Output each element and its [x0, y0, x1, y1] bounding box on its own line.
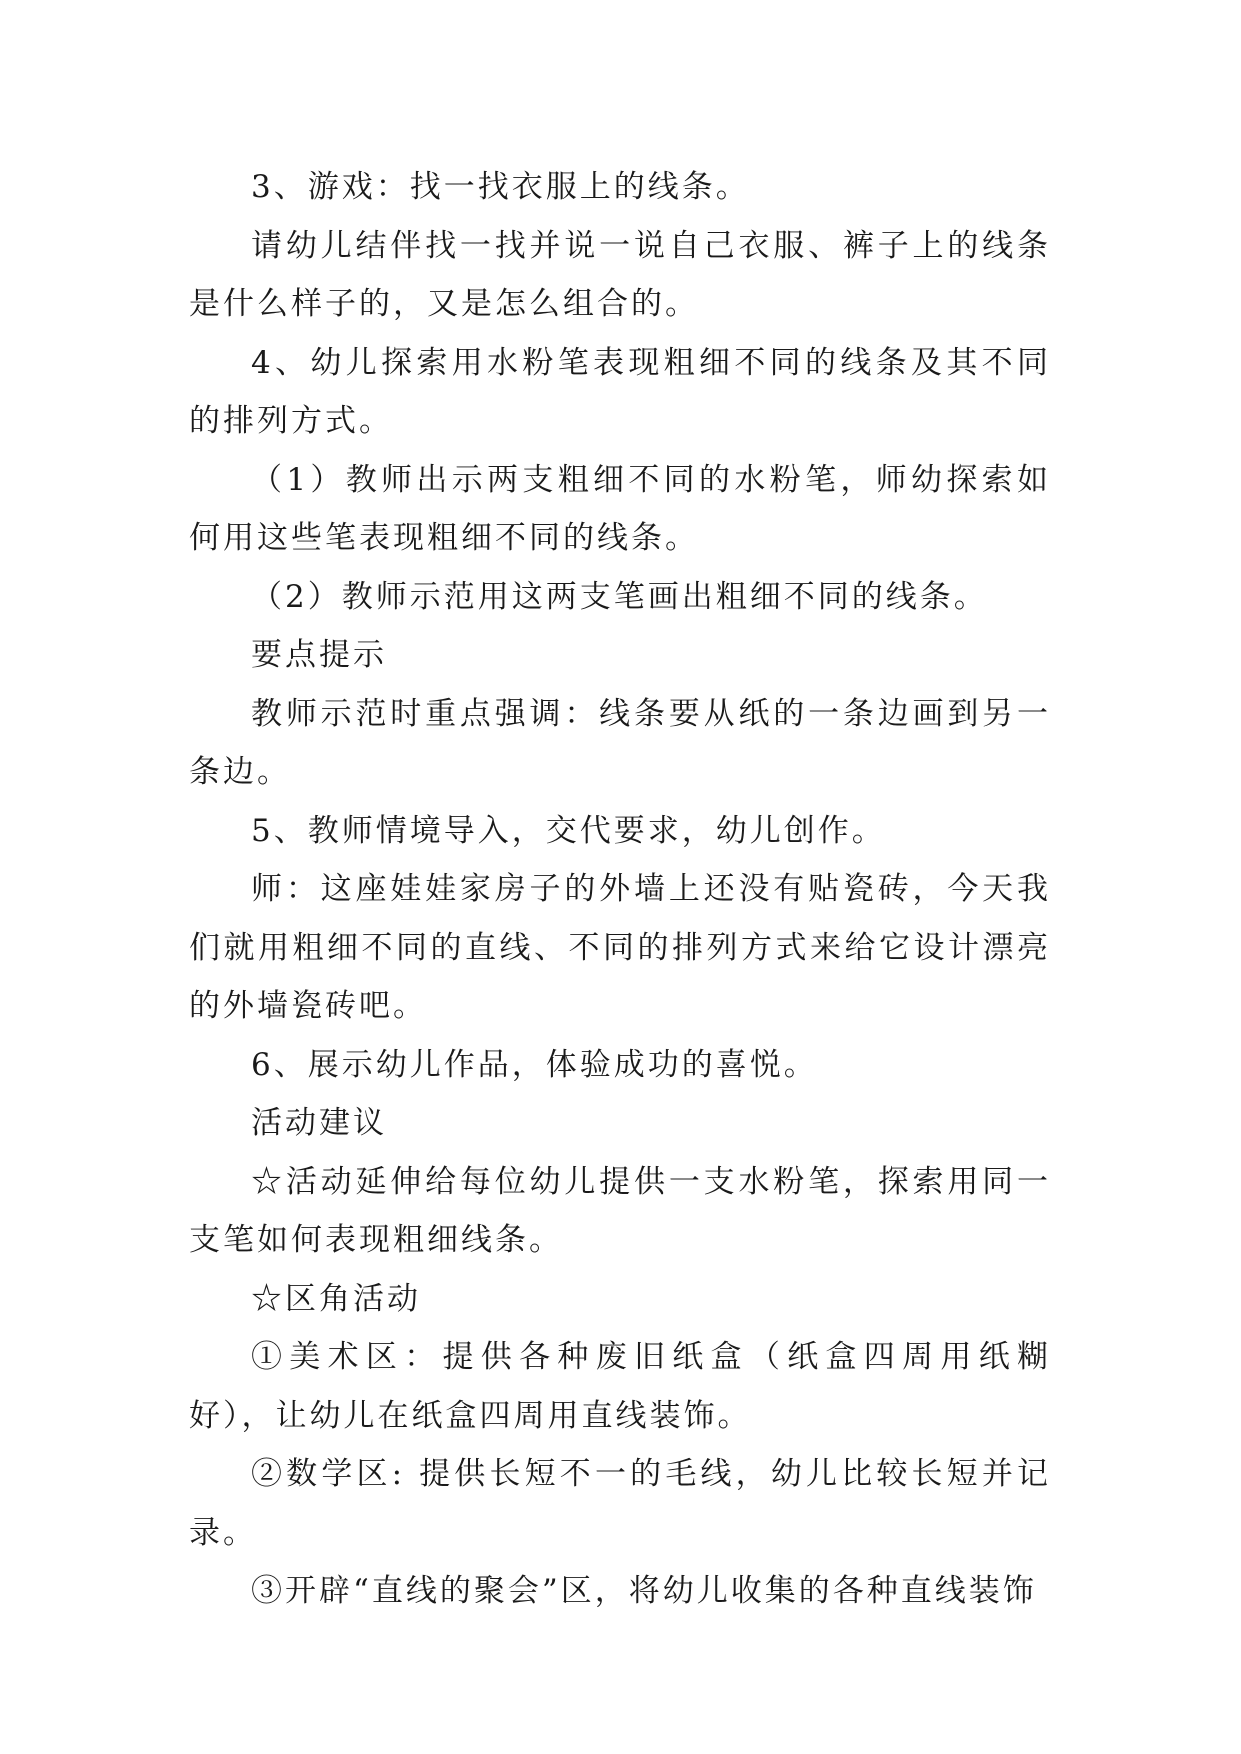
paragraph-line-gathering-area: ③开辟“直线的聚会”区，将幼儿收集的各种直线装饰: [251, 1573, 1037, 1609]
paragraph-art-area: ①美术区：提供各种废旧纸盒（纸盒四周用纸糊好），让幼儿在纸盒四周用直线装饰。: [189, 1339, 1051, 1434]
paragraph-extension: ☆活动延伸给每位幼儿提供一支水粉笔，探索用同一支笔如何表现粗细线条。: [189, 1163, 1051, 1258]
paragraph-suggestions-heading: 活动建议: [251, 1105, 387, 1141]
paragraph-creation-heading: 5、教师情境导入，交代要求，幼儿创作。: [251, 812, 886, 849]
paragraph-corner-activity-heading: ☆区角活动: [251, 1280, 421, 1317]
paragraph-key-points-heading: 要点提示: [251, 637, 387, 673]
document-body: [189, 158, 1051, 1621]
paragraph-teacher-speech: 师：这座娃娃家房子的外墙上还没有贴瓷砖，今天我们就用粗细不同的直线、不同的排列方式来给它设计漂亮的外墙瓷砖吧。: [189, 871, 1051, 1024]
paragraph-key-points: 教师示范时重点强调：线条要从纸的一条边画到另一条边。: [189, 695, 1051, 790]
paragraph-math-area: ②数学区: 提供长短不一的毛线，幼儿比较长短并记录。: [189, 1456, 1051, 1551]
paragraph-step-1: （1）教师出示两支粗细不同的水粉笔，师幼探索如何用这些笔表现粗细不同的线条。: [189, 461, 1051, 556]
paragraph-game-instruction: 请幼儿结伴找一找并说一说自己衣服、裤子上的线条是什么样子的，又是怎么组合的。: [189, 227, 1051, 322]
paragraph-step-2: （2）教师示范用这两支笔画出粗细不同的线条。: [251, 578, 988, 615]
paragraph-game-heading: 3、游戏：找一找衣服上的线条。: [251, 169, 750, 205]
paragraph-display-heading: 6、展示幼儿作品，体验成功的喜悦。: [251, 1046, 818, 1083]
paragraph-explore-heading: 4、幼儿探索用水粉笔表现粗细不同的线条及其不同的排列方式。: [189, 344, 1051, 439]
